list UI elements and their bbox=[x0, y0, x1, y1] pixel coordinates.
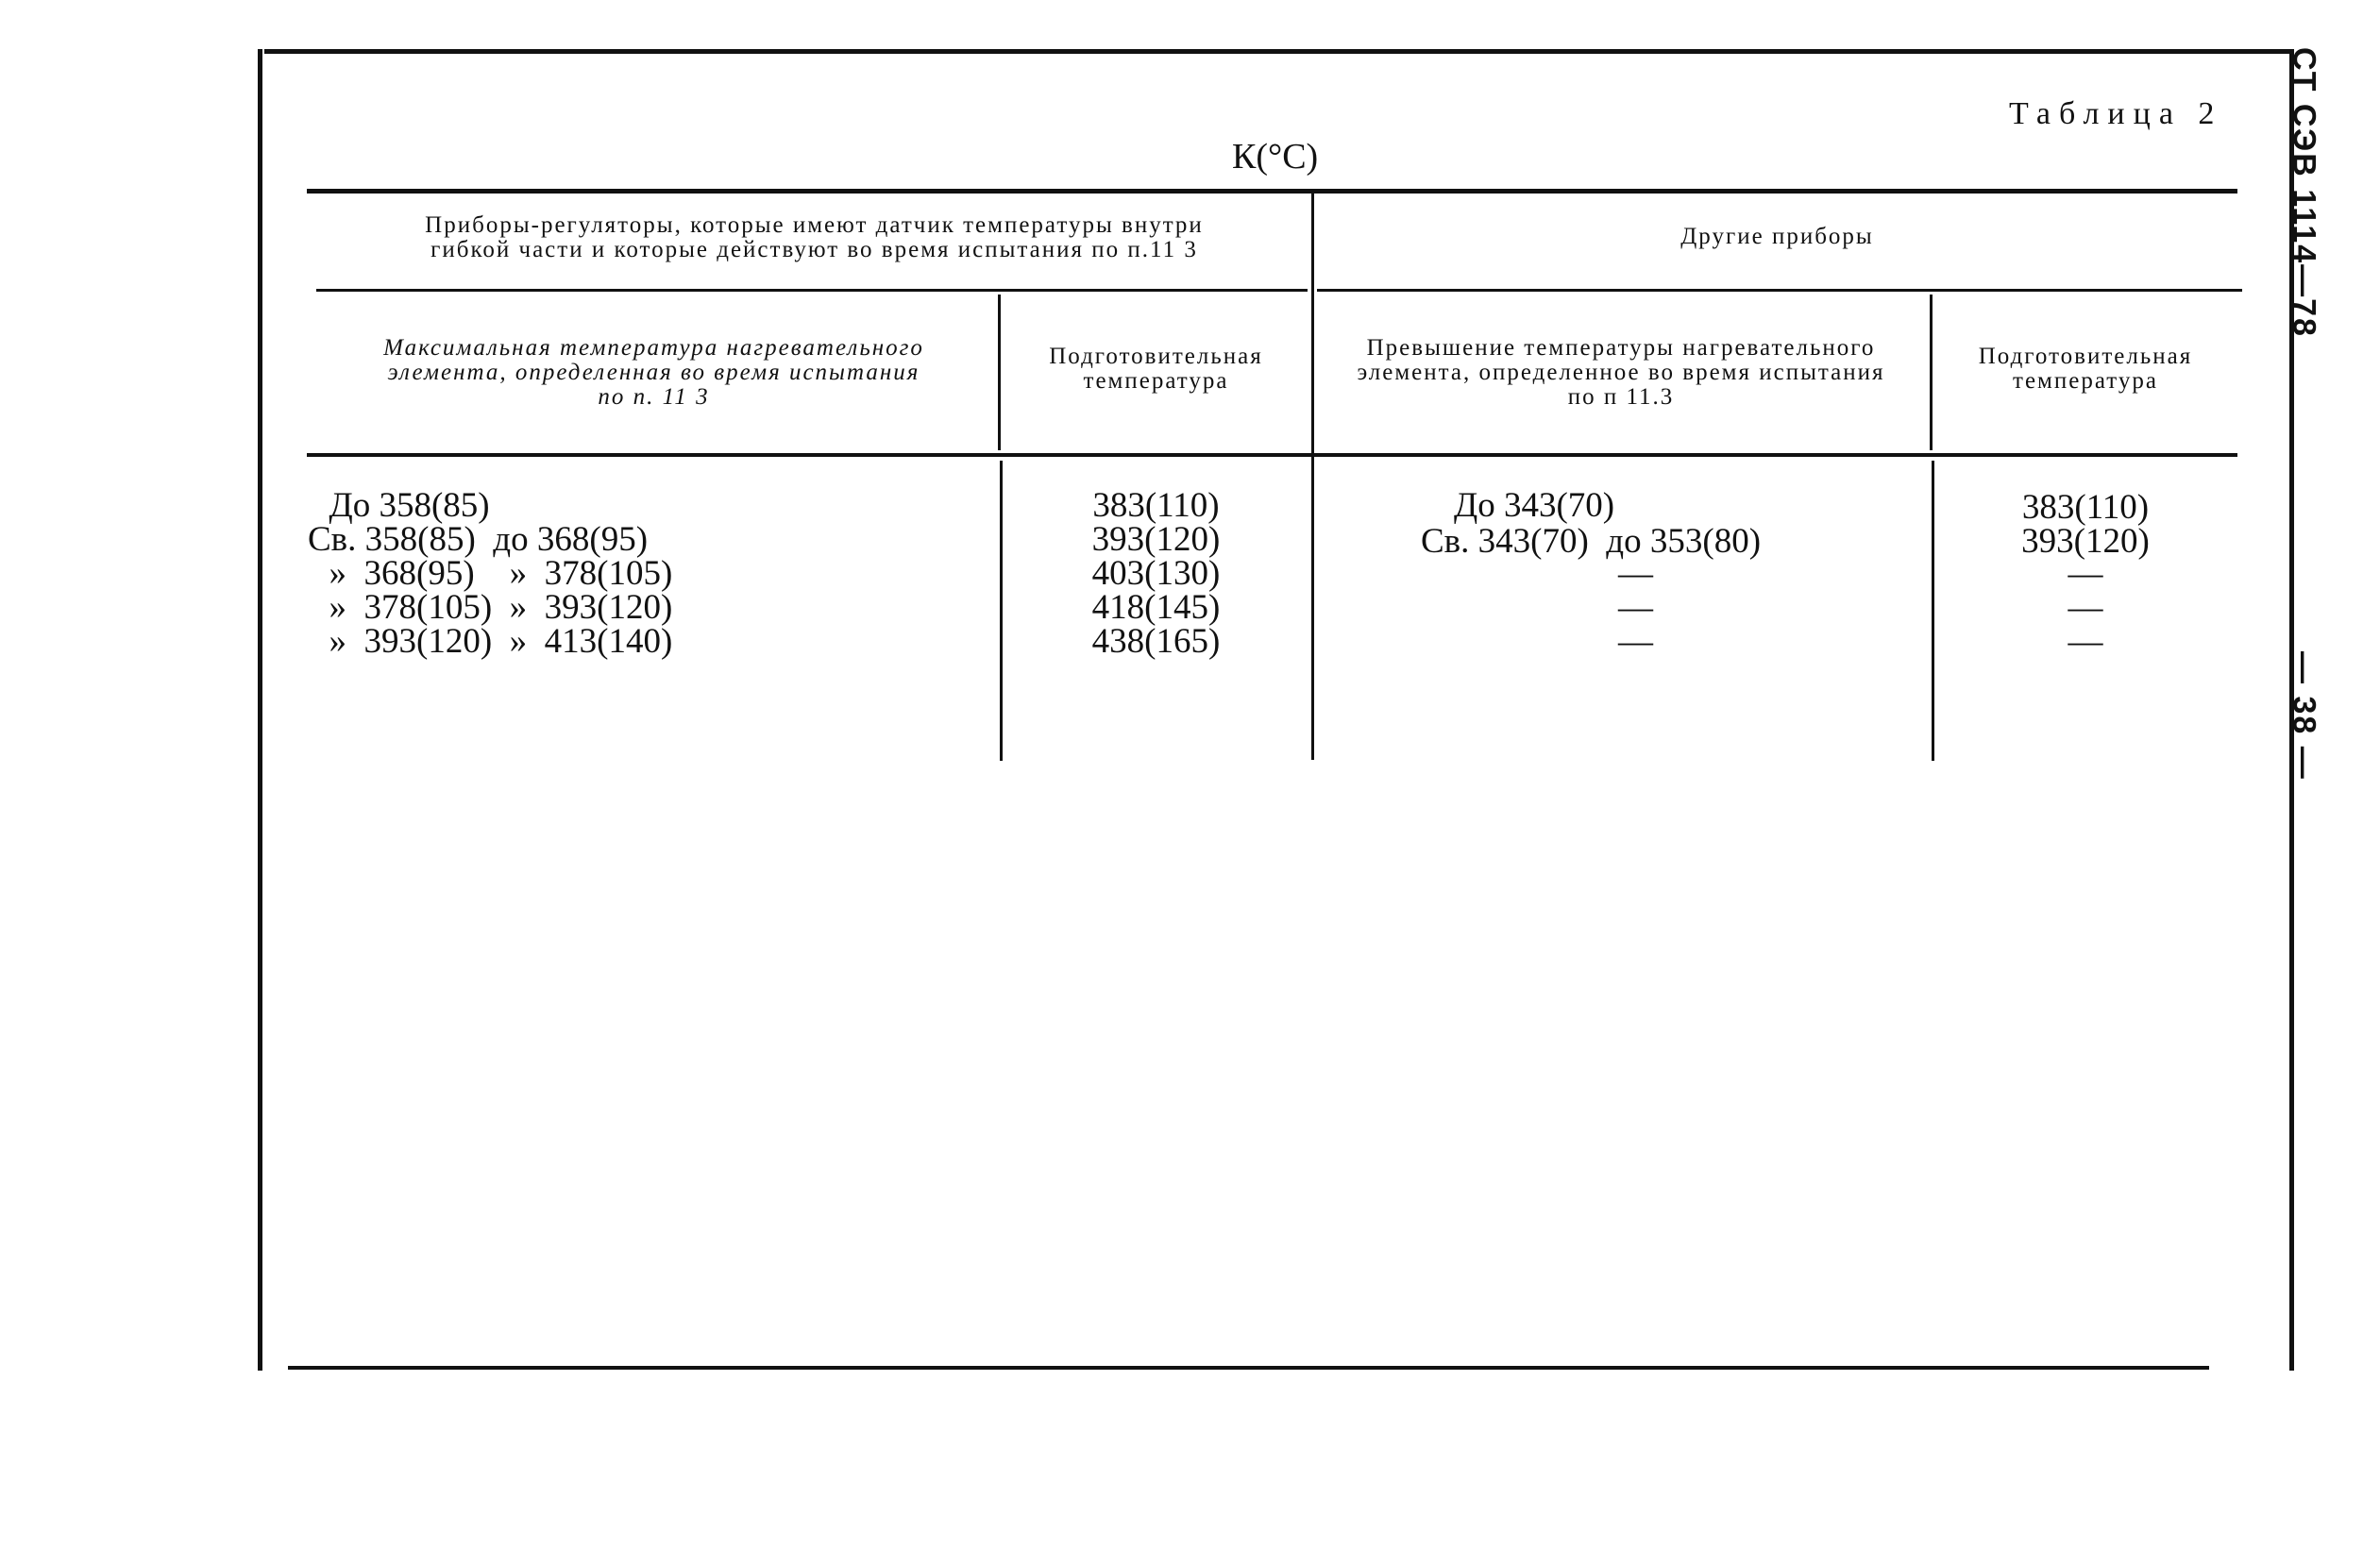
group-header-other-devices: Другие приборы bbox=[1680, 224, 1874, 249]
table-row-3-prep: 418(145) bbox=[1091, 588, 1221, 627]
group-header-rule-right bbox=[1317, 289, 2242, 292]
table-row-4-rise: — bbox=[1618, 622, 1653, 661]
table-row-0-prep: 383(110) bbox=[1092, 486, 1220, 525]
standard-number: СТ СЭВ 1114—78 bbox=[2286, 47, 2322, 338]
group-header-rule-left bbox=[316, 289, 1308, 292]
table-row-2-rise: — bbox=[1618, 554, 1653, 593]
frame-bottom-line bbox=[288, 1366, 2209, 1370]
header-preparatory-temperature-1: Подготовительная температура bbox=[1049, 344, 1263, 394]
frame-left-line bbox=[258, 49, 262, 1371]
table-row-2-prep: 403(130) bbox=[1091, 554, 1221, 593]
page-number: — 38 — bbox=[2286, 651, 2322, 781]
table-row-2-prep2: — bbox=[2068, 554, 2103, 593]
table-row-0-rise: До 343(70) bbox=[1454, 486, 1615, 525]
table-row-3-rise: — bbox=[1618, 588, 1653, 627]
table-row-1-prep: 393(120) bbox=[1091, 520, 1221, 559]
table-row-1-prep2: 393(120) bbox=[2021, 522, 2150, 561]
table-row-4-prep2: — bbox=[2068, 622, 2103, 661]
group-header-regulators: Приборы-регуляторы, которые имеют датчик температуры внутри гибкой части и которые действуют во время испытания по п.11 3 bbox=[425, 212, 1204, 262]
table-row-1-range: Св. 358(85) до 368(95) bbox=[308, 520, 649, 559]
table-row-1-rise: Св. 343(70) до 353(80) bbox=[1421, 522, 1762, 561]
header-temperature-rise: Превышение температуры нагревательного элемента, определенное во время испытания по п 11.3 bbox=[1357, 335, 1885, 410]
table-top-rule bbox=[307, 189, 2237, 194]
table-row-4-range: » 393(120) » 413(140) bbox=[312, 622, 673, 661]
column-divider-3 bbox=[1930, 295, 1933, 450]
column-divider-1 bbox=[998, 295, 1001, 450]
table-unit: К(°С) bbox=[1232, 137, 1319, 177]
table-label: Таблица 2 bbox=[2009, 96, 2223, 131]
frame-top-line bbox=[264, 49, 2294, 54]
column-divider-2 bbox=[1311, 194, 1314, 760]
table-row-0-range: До 358(85) bbox=[312, 486, 490, 525]
table-row-2-range: » 368(95) » 378(105) bbox=[312, 554, 673, 593]
header-max-temperature: Максимальная температура нагревательного элемента, определенная во время испытания по п. 11 3 bbox=[383, 335, 924, 410]
table-row-0-prep2: 383(110) bbox=[2021, 488, 2150, 527]
table-row-3-prep2: — bbox=[2068, 588, 2103, 627]
header-bottom-rule bbox=[307, 453, 2237, 457]
header-preparatory-temperature-2: Подготовительная температура bbox=[1978, 344, 2193, 394]
table-row-4-prep: 438(165) bbox=[1091, 622, 1221, 661]
standard-margin bbox=[2275, 47, 2332, 821]
table-row-3-range: » 378(105) » 393(120) bbox=[312, 588, 673, 627]
